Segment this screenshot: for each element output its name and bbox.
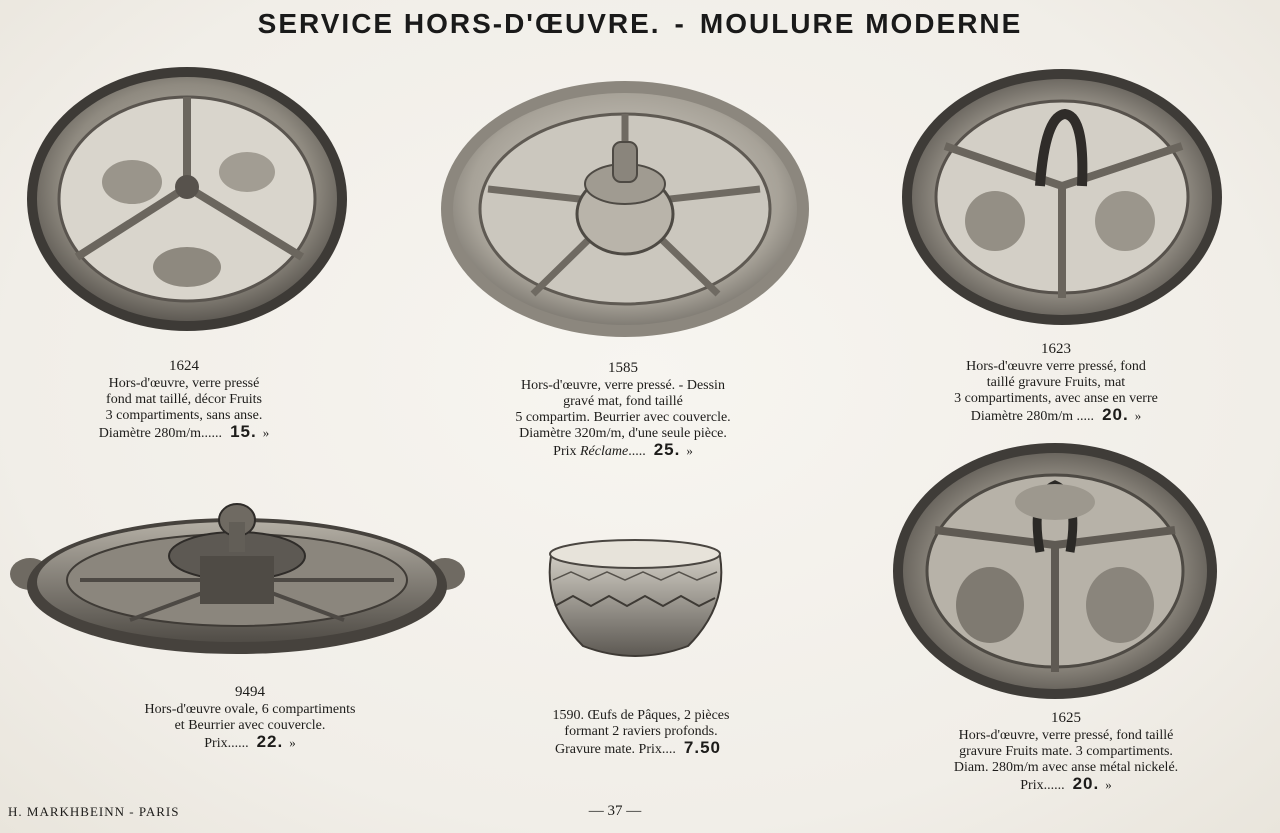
- item-number: 1624: [169, 358, 199, 374]
- price-label: Diamètre 280m/m .....: [970, 409, 1095, 424]
- price-suffix: »: [686, 443, 693, 458]
- price-value: 20.: [1102, 405, 1129, 424]
- price-line: [914, 776, 1218, 794]
- item-number: 9494: [235, 684, 265, 700]
- price-value: 15.: [230, 422, 257, 441]
- description-line: 5 compartim. Beurrier avec couvercle.: [515, 410, 731, 425]
- price-label-plain: Prix: [553, 444, 577, 459]
- description-line: Hors-d'œuvre, verre pressé: [108, 376, 260, 391]
- description-line: 3 compartiments, avec anse en verre: [954, 391, 1158, 406]
- price-value: 22.: [256, 732, 284, 751]
- item-number: 1585: [608, 360, 638, 376]
- description-line: formant 2 raviers profonds.: [564, 724, 718, 739]
- page-number: — 37 —: [588, 803, 642, 819]
- dish-9494-image: [10, 496, 465, 661]
- page-title: [0, 8, 1280, 40]
- description-line: fond mat taillé, décor Fruits: [106, 392, 262, 407]
- price-line: [516, 740, 766, 758]
- dish-1623-image: [900, 66, 1225, 328]
- caption-1590: [516, 708, 766, 758]
- price-line: [924, 407, 1188, 425]
- price-suffix: »: [1134, 408, 1142, 423]
- dish-1624-image: [22, 62, 352, 337]
- description-line: et Beurrier avec couvercle.: [174, 718, 326, 733]
- price-value: 7.50: [683, 738, 721, 757]
- description-line: Diam. 280m/m avec anse métal nickelé.: [953, 760, 1179, 775]
- description-line: Hors-d'œuvre verre pressé, fond: [966, 359, 1146, 374]
- price-line: [108, 734, 392, 752]
- item-number: 1623: [1041, 341, 1071, 357]
- description-line: 1590. Œufs de Pâques, 2 pièces: [552, 708, 730, 723]
- title-right: MOULURE MODERNE: [699, 8, 1023, 39]
- title-left: SERVICE HORS-D'ŒUVRE.: [257, 8, 661, 39]
- price-label: Prix......: [1020, 778, 1065, 793]
- title-separator: -: [674, 8, 686, 39]
- price-label: Prix......: [204, 736, 249, 751]
- item-number: 1625: [1051, 710, 1081, 726]
- publisher-footer: H. MARKHBEINN - PARIS: [8, 804, 180, 819]
- caption-1625: [914, 710, 1218, 794]
- description-line: gravé mat, fond taillé: [563, 394, 683, 409]
- egg-bowl-1590-image: [543, 536, 728, 662]
- caption-9494: [108, 684, 392, 752]
- price-label: Gravure mate. Prix....: [554, 742, 676, 757]
- price-value: 20.: [1072, 774, 1100, 793]
- caption-1624: [52, 358, 316, 442]
- price-label: Diamètre 280m/m......: [98, 426, 223, 441]
- dish-1625-image: [890, 440, 1220, 702]
- price-suffix: »: [1105, 777, 1112, 792]
- description-line: taillé gravure Fruits, mat: [986, 375, 1126, 390]
- description-line: Hors-d'œuvre, verre pressé, fond taillé: [958, 728, 1174, 743]
- price-suffix: »: [289, 735, 296, 750]
- price-suffix: »: [262, 425, 270, 440]
- description-line: gravure Fruits mate. 3 compartiments.: [959, 744, 1173, 759]
- dish-1585-image: [438, 74, 813, 344]
- price-label-emphasis: Réclame: [580, 444, 629, 459]
- price-label-dots: .....: [628, 444, 646, 459]
- caption-1623: [924, 341, 1188, 425]
- price-value: 25.: [653, 440, 681, 459]
- description-line: Diamètre 320m/m, d'une seule pièce.: [519, 426, 727, 441]
- description-line: Hors-d'œuvre ovale, 6 compartiments: [144, 702, 356, 717]
- price-line: [478, 442, 768, 460]
- description-line: Hors-d'œuvre, verre pressé. - Dessin: [521, 378, 725, 393]
- caption-1585: [478, 360, 768, 460]
- price-line: [52, 424, 316, 442]
- description-line: 3 compartiments, sans anse.: [105, 408, 263, 423]
